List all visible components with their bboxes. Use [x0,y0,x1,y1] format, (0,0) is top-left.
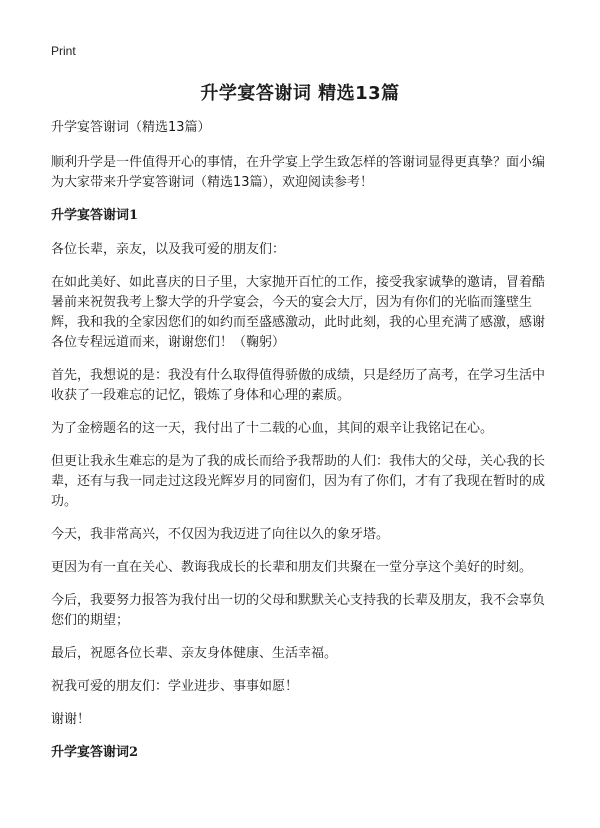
paragraph: 首先，我想说的是：我没有什么取得值得骄傲的成绩，只是经历了高考，在学习生活中收获了一段难忘的记忆，锻炼了身体和心理的素质。 [51,368,546,403]
paragraph: 为了金榜题名的这一天，我付出了十二载的心血，其间的艰辛让我铭记在心。 [51,421,494,436]
document-subtitle: 升学宴答谢词（精选13篇） [51,120,211,135]
paragraph: 今天，我非常高兴，不仅因为我迈进了向往以久的象牙塔。 [51,527,390,542]
paragraph: 在如此美好、如此喜庆的日子里，大家抛开百忙的工作，接受我家诚挚的邀请，冒着酷暑前来祝贺我考上黎大学的升学宴会，今天的宴会大厅，因为有你们的光临而篷壁生辉，我和我的全家因您们的如约而至盛感激动，此时此刻，我的心里充满了感激，感谢各位专程远道而来，谢谢您们！（鞠躬） [51,275,546,350]
page-title: 升学宴答谢词 精选13篇 [200,83,400,104]
section-heading-2: 升学宴答谢词2 [51,745,139,760]
paragraph: 最后，祝愿各位长辈、亲友身体健康、生活幸福。 [51,646,338,661]
paragraph: 谢谢！ [51,712,91,727]
section-heading-1: 升学宴答谢词1 [51,208,139,223]
paragraph: 更因为有一直在关心、教诲我成长的长辈和朋友们共聚在一堂分享这个美好的时刻。 [51,560,533,575]
print-link[interactable]: Print [51,44,76,58]
document-body [51,118,556,777]
intro-paragraph: 顺利升学是一件值得开心的事情，在升学宴上学生致怎样的答谢词显得更真挚？面小编为大家带来升学宴答谢词（精选13篇），欢迎阅读参考！ [51,155,546,190]
paragraph: 今后，我要努力报答为我付出一切的父母和默默关心支持我的长辈及朋友，我不会辜负您们的期望； [51,593,546,628]
paragraph: 祝我可爱的朋友们：学业进步、事事如愿！ [51,679,299,694]
paragraph: 各位长辈，亲友，以及我可爱的朋友们： [51,242,286,257]
paragraph: 但更让我永生难忘的是为了我的成长而给予我帮助的人们：我伟大的父母，关心我的长辈，还有与我一同走过这段光辉岁月的同窗们，因为有了你们，才有了我现在暂时的成功。 [51,454,546,509]
